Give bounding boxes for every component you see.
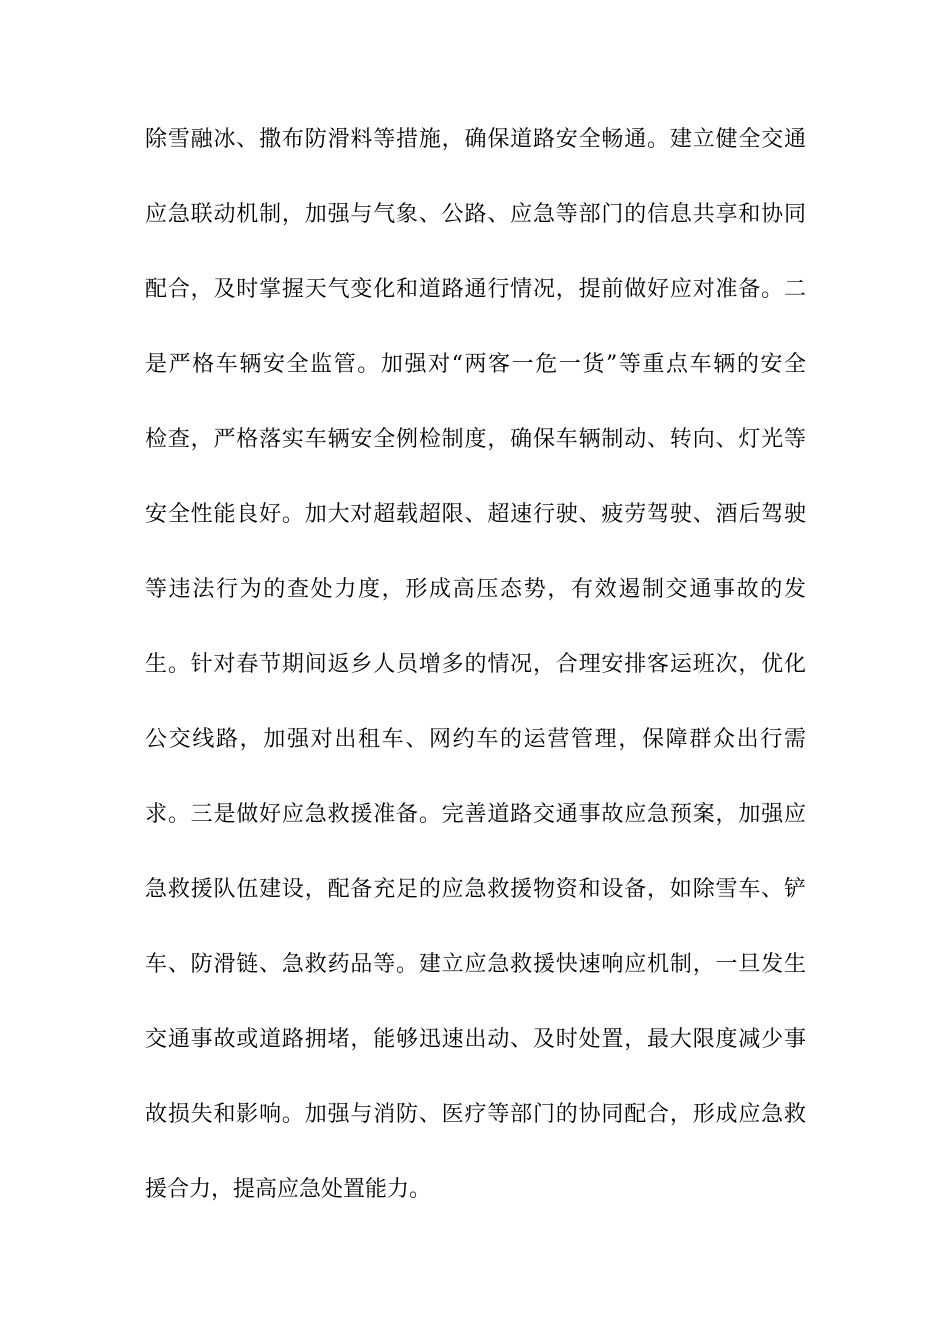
text-line: 交通事故或道路拥堵，能够迅速出动、及时处置，最大限度减少事 xyxy=(145,1027,806,1052)
text-line: 等违法行为的查处力度，形成高压态势，有效遏制交通事故的发 xyxy=(145,577,806,602)
text-line: 除雪融冰、撒布防滑料等措施，确保道路安全畅通。建立健全交通 xyxy=(145,127,806,152)
text-line: 检查，严格落实车辆安全例检制度，确保车辆制动、转向、灯光等 xyxy=(145,427,806,452)
text-line: 生。针对春节期间返乡人员增多的情况，合理安排客运班次，优化 xyxy=(145,652,806,677)
text-line: 车、防滑链、急救药品等。建立应急救援快速响应机制，一旦发生 xyxy=(145,952,806,977)
text-line: 援合力，提高应急处置能力。 xyxy=(145,1177,432,1202)
text-line: 故损失和影响。加强与消防、医疗等部门的协同配合，形成应急救 xyxy=(145,1102,806,1127)
text-line: 急救援队伍建设，配备充足的应急救援物资和设备，如除雪车、铲 xyxy=(145,877,806,902)
text-line: 求。三是做好应急救援准备。完善道路交通事故应急预案，加强应 xyxy=(145,802,806,827)
paragraph xyxy=(145,124,806,1249)
text-line: 是严格车辆安全监管。加强对“两客一危一货”等重点车辆的安全 xyxy=(145,352,806,377)
text-line: 应急联动机制，加强与气象、公路、应急等部门的信息共享和协同 xyxy=(145,202,806,227)
text-line: 公交线路，加强对出租车、网约车的运营管理，保障群众出行需 xyxy=(145,727,806,752)
text-line: 配合，及时掌握天气变化和道路通行情况，提前做好应对准备。二 xyxy=(145,277,806,302)
text-line: 安全性能良好。加大对超载超限、超速行驶、疲劳驾驶、酒后驾驶 xyxy=(145,502,806,527)
